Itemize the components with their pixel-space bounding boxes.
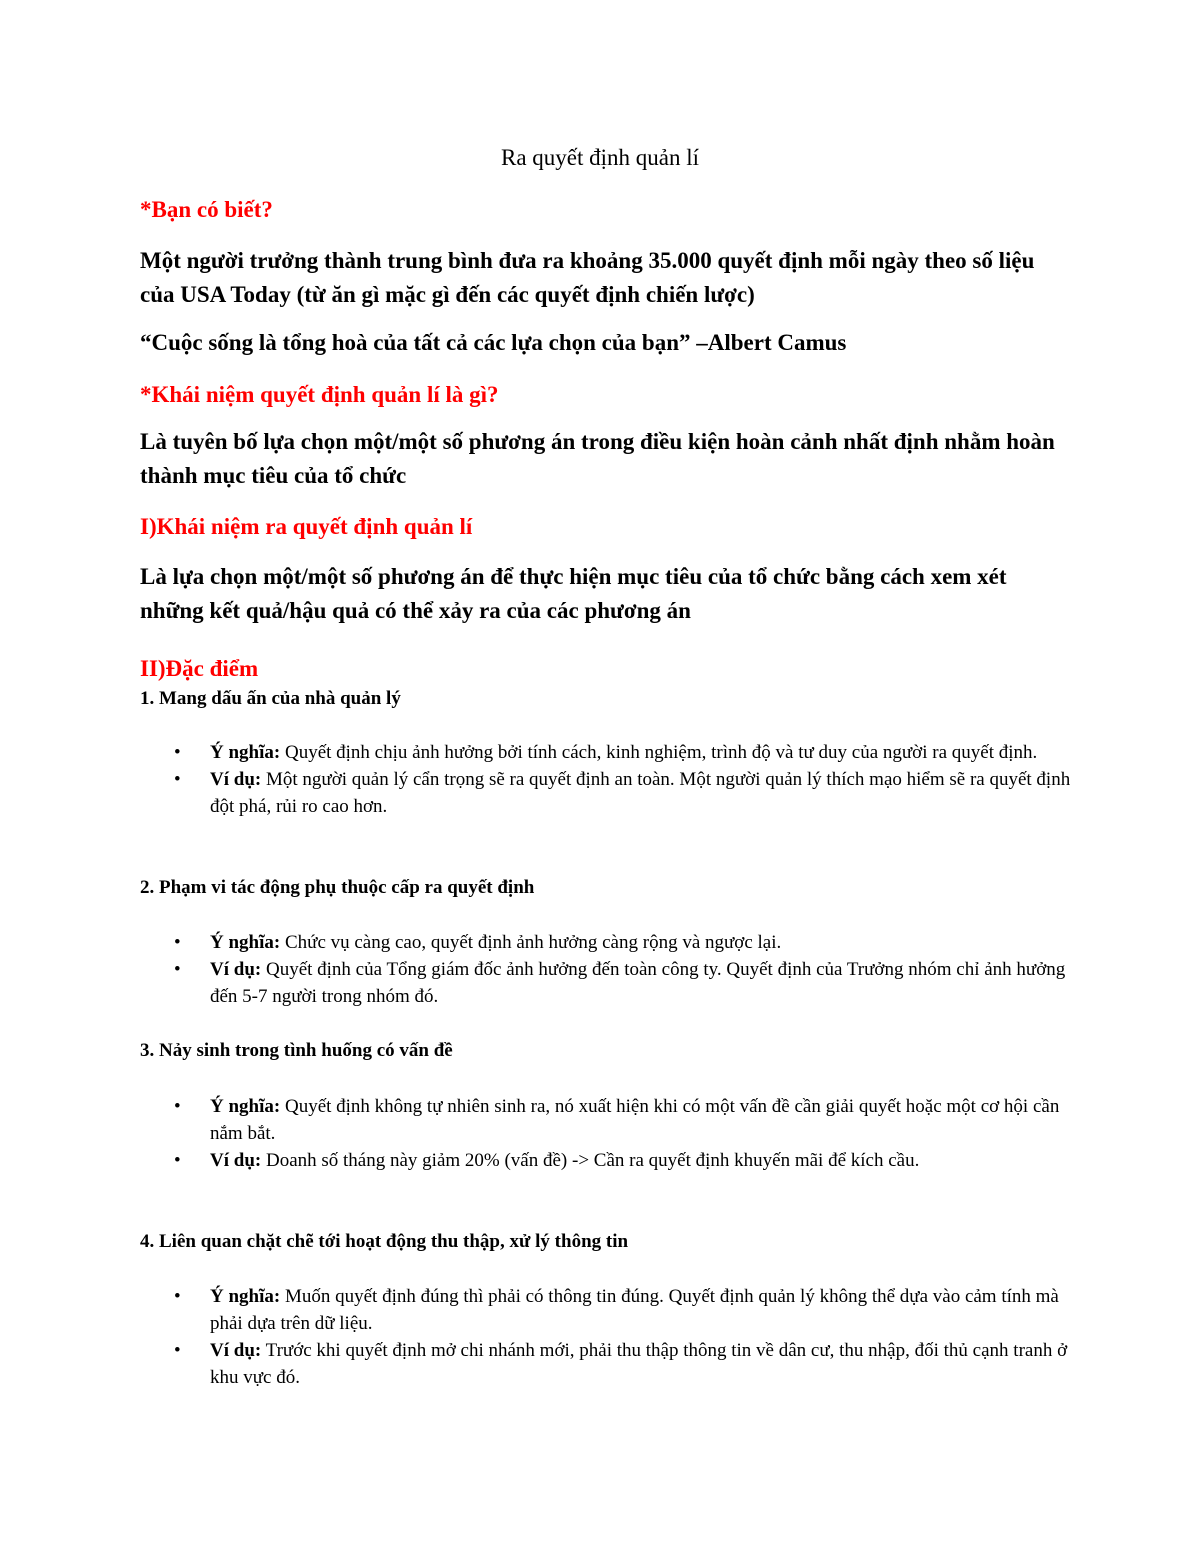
meaning-label: Ý nghĩa: xyxy=(210,932,281,953)
example-label: Ví dụ: xyxy=(210,959,262,980)
list-item xyxy=(210,1337,1090,1391)
section1-heading: I)Khái niệm ra quyết định quản lí xyxy=(140,514,473,539)
item-bullet-list xyxy=(170,1093,1090,1174)
meaning-text: Quyết định chịu ảnh hưởng bởi tính cách, kinh nghiệm, trình độ và tư duy của người ra quyết định. xyxy=(280,742,1038,763)
list-item xyxy=(210,1283,1090,1337)
item-heading: 1. Mang dấu ấn của nhà quản lý xyxy=(140,688,401,709)
item-bullet-list xyxy=(170,739,1090,820)
item-heading: 3. Nảy sinh trong tình huống có vấn đề xyxy=(140,1040,453,1061)
list-item xyxy=(210,739,1090,766)
meaning-label: Ý nghĩa: xyxy=(210,1286,281,1307)
meaning-text: Muốn quyết định đúng thì phải có thông tin đúng. Quyết định quản lý không thể dựa vào cảm tính mà phải dựa trên dữ liệu. xyxy=(210,1286,1059,1334)
example-text: Một người quản lý cẩn trọng sẽ ra quyết định an toàn. Một người quản lý thích mạo hiểm sẽ ra quyết định đột phá, rủi ro cao hơn. xyxy=(210,769,1071,817)
meaning-text: Chức vụ càng cao, quyết định ảnh hưởng càng rộng và ngược lại. xyxy=(280,932,782,953)
example-label: Ví dụ: xyxy=(210,1150,262,1171)
list-item xyxy=(210,1093,1090,1147)
example-text: Trước khi quyết định mở chi nhánh mới, phải thu thập thông tin về dân cư, thu nhập, đối thủ cạnh tranh ở khu vực đó. xyxy=(210,1340,1068,1388)
section1-paragraph: Là lựa chọn một/một số phương án để thực hiện mục tiêu của tổ chức bằng cách xem xét những kết quả/hậu quả có thể xảy ra của các phương án xyxy=(140,564,1007,623)
section2-heading: II)Đặc điểm xyxy=(140,656,259,681)
list-item xyxy=(210,929,1090,956)
page-title: Ra quyết định quản lí xyxy=(500,145,700,170)
concept-heading: *Khái niệm quyết định quản lí là gì? xyxy=(140,382,499,407)
item-bullet-list xyxy=(170,929,1090,1010)
example-label: Ví dụ: xyxy=(210,1340,262,1361)
intro-heading: *Bạn có biết? xyxy=(140,197,273,222)
meaning-label: Ý nghĩa: xyxy=(210,742,281,763)
list-item xyxy=(210,766,1090,820)
example-text: Doanh số tháng này giảm 20% (vấn đề) -> Cần ra quyết định khuyến mãi để kích cầu. xyxy=(261,1150,920,1171)
quote-paragraph: “Cuộc sống là tổng hoà của tất cả các lựa chọn của bạn” –Albert Camus xyxy=(140,330,847,355)
example-text: Quyết định của Tổng giám đốc ảnh hưởng đến toàn công ty. Quyết định của Trưởng nhóm chỉ ảnh hưởng đến 5-7 người trong nhóm đó. xyxy=(210,959,1066,1007)
meaning-text: Quyết định không tự nhiên sinh ra, nó xuất hiện khi có một vấn đề cần giải quyết hoặc một cơ hội cần nắm bắt. xyxy=(210,1096,1060,1144)
example-label: Ví dụ: xyxy=(210,769,262,790)
item-bullet-list xyxy=(170,1283,1090,1391)
list-item xyxy=(210,1147,1090,1174)
concept-paragraph: Là tuyên bố lựa chọn một/một số phương án trong điều kiện hoàn cảnh nhất định nhằm hoàn thành mục tiêu của tổ chức xyxy=(140,429,1055,488)
meaning-label: Ý nghĩa: xyxy=(210,1096,281,1117)
item-heading: 2. Phạm vi tác động phụ thuộc cấp ra quyết định xyxy=(140,877,535,898)
list-item xyxy=(210,956,1090,1010)
intro-paragraph: Một người trưởng thành trung bình đưa ra khoảng 35.000 quyết định mỗi ngày theo số liệu của USA Today (từ ăn gì mặc gì đến các quyết định chiến lược) xyxy=(140,248,1035,307)
item-heading: 4. Liên quan chặt chẽ tới hoạt động thu thập, xử lý thông tin xyxy=(140,1231,629,1252)
